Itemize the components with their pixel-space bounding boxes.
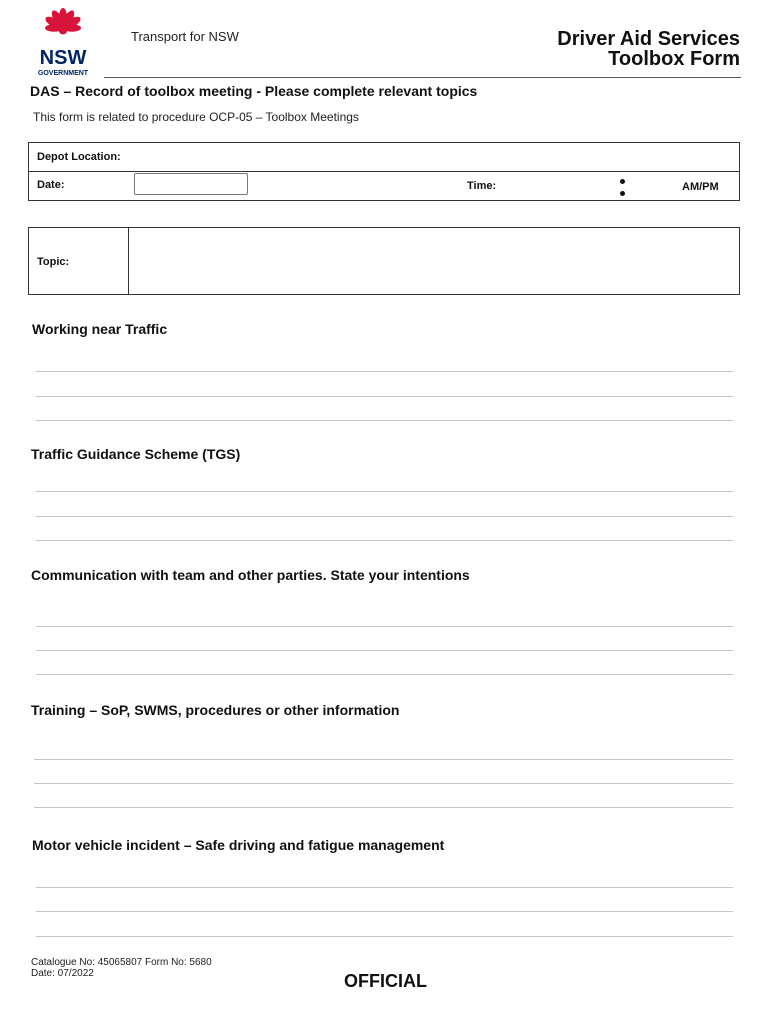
classification-label: OFFICIAL [344,971,427,991]
topic-label: Topic: [37,256,70,268]
writing-line[interactable] [36,887,733,888]
writing-line[interactable] [34,759,733,760]
section-title-communication: Communication with team and other parties. State your intentions [31,567,470,583]
depot-location-label: Depot Location: [37,151,121,163]
section-title-tgs: Traffic Guidance Scheme (TGS) [31,446,241,462]
catalogue-number: Catalogue No: 45065807 Form No: 5680 [31,957,212,968]
date-field[interactable] [134,173,248,195]
topic-divider [128,227,129,295]
writing-line[interactable] [36,936,733,937]
record-heading: DAS – Record of toolbox meeting - Please complete relevant topics [30,83,478,99]
form-title: Driver Aid Services [557,28,740,50]
procedure-note: This form is related to procedure OCP-05 – Toolbox Meetings [33,110,359,124]
section-title-motor-vehicle-incident: Motor vehicle incident – Safe driving and fatigue management [32,837,445,853]
form-date: Date: 07/2022 [31,968,94,979]
topic-box[interactable] [28,227,740,295]
details-divider [28,171,740,172]
date-label: Date: [37,179,65,191]
form-subtitle: Toolbox Form [608,48,740,70]
writing-line[interactable] [36,371,733,372]
writing-line[interactable] [36,650,733,651]
agency-name: Transport for NSW [131,29,239,44]
writing-line[interactable] [36,516,733,517]
writing-line[interactable] [34,807,733,808]
writing-line[interactable] [36,420,733,421]
logo-subtext: GOVERNMENT [37,70,89,77]
writing-line[interactable] [36,540,733,541]
writing-line[interactable] [36,626,733,627]
time-label: Time: [467,180,497,192]
header-divider [104,77,741,78]
section-title-working-near-traffic: Working near Traffic [32,321,168,337]
colon-dot-bottom [620,191,625,196]
writing-line[interactable] [36,396,733,397]
am-pm-label: AM/PM [682,181,719,193]
logo-wordmark: NSW [39,47,87,69]
writing-line[interactable] [36,491,733,492]
time-separator [619,176,627,198]
writing-line[interactable] [34,783,733,784]
colon-dot-top [620,179,625,184]
section-title-training: Training – SoP, SWMS, procedures or other information [31,702,400,718]
nsw-government-logo [26,8,100,78]
writing-line[interactable] [36,911,733,912]
writing-line[interactable] [36,674,733,675]
